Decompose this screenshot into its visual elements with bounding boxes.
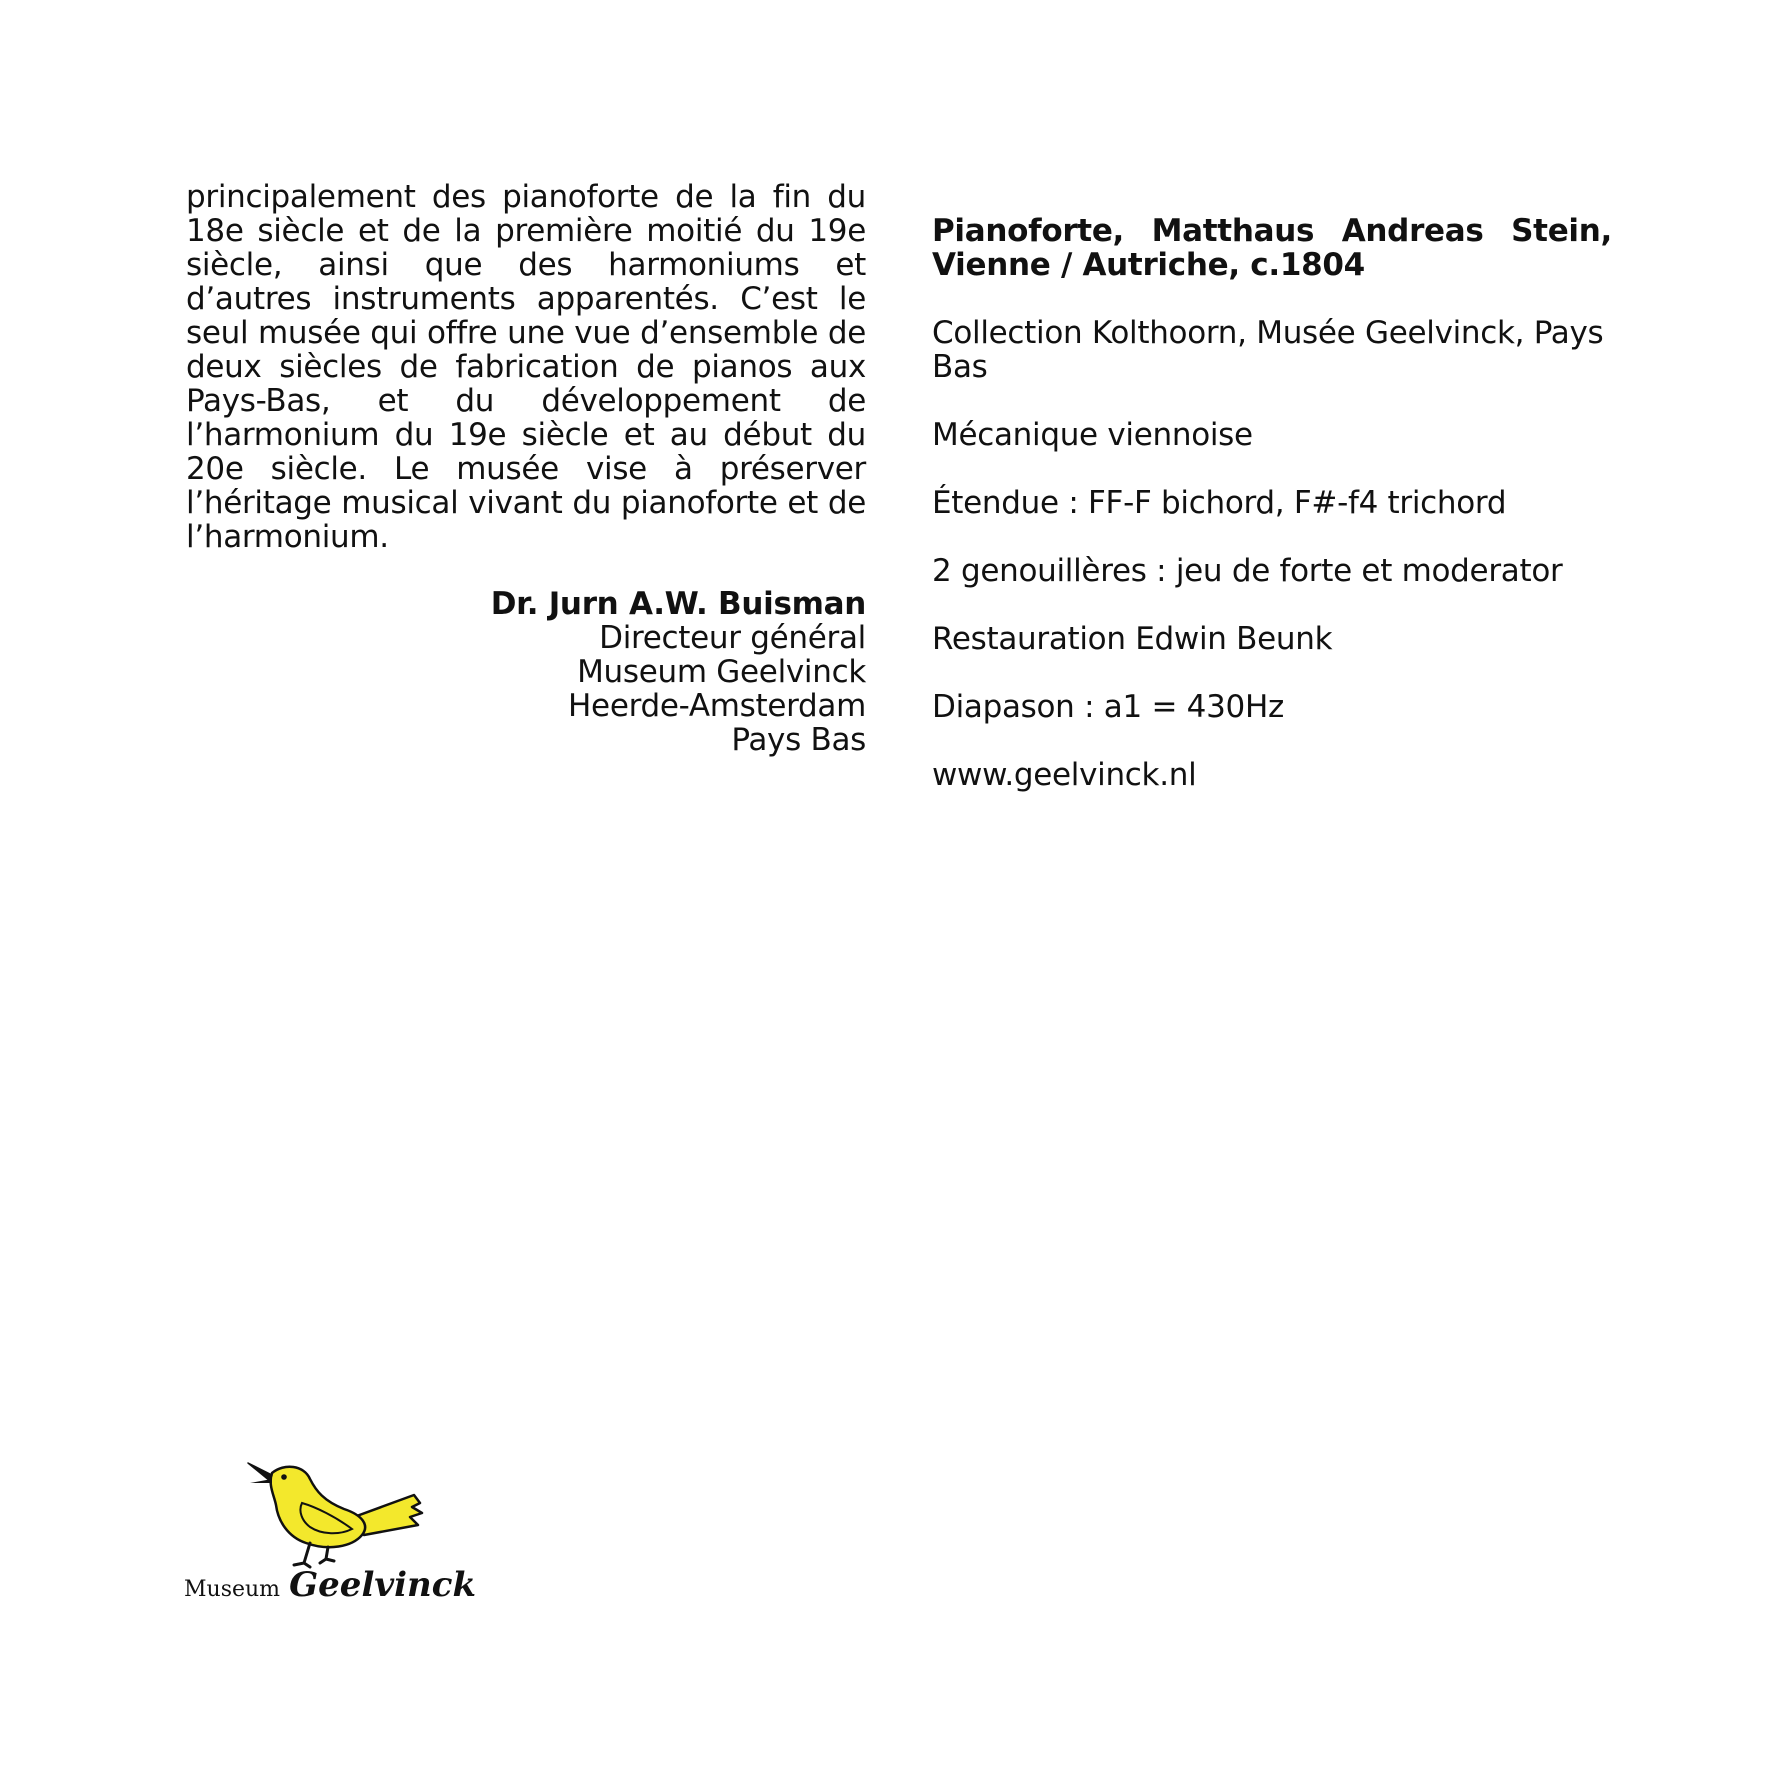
signature-role: Directeur général bbox=[599, 620, 866, 656]
intro-paragraph: principalement des pianoforte de la fin du 18e siècle et de la première moitié du 19e siècle, ainsi que des harmoniums et d’autres instruments apparentés. C’est le seul musée qui offre une vue d’ensemble de deux siècles de fabrication de pianos aux Pays-Bas, et du développement de l’harmonium du 19e siècle et au début du 20e siècle. Le musée vise à préserver l’héritage musical vivant du pianoforte et de l’harmonium. bbox=[186, 179, 866, 555]
instrument-knee-levers: 2 genouillères : jeu de forte et moderator bbox=[932, 553, 1563, 589]
signature-city: Heerde-Amsterdam bbox=[568, 688, 866, 724]
signature-country: Pays Bas bbox=[731, 722, 866, 758]
bird-icon bbox=[244, 1455, 424, 1570]
logo-wordmark bbox=[184, 1565, 476, 1605]
instrument-restoration: Restauration Edwin Beunk bbox=[932, 621, 1333, 657]
signature-block bbox=[186, 587, 866, 757]
signature-name: Dr. Jurn A.W. Buisman bbox=[490, 586, 866, 622]
left-column bbox=[186, 180, 866, 757]
instrument-title: Pianoforte, Matthaus Andreas Stein, Vienne / Autriche, c.1804 bbox=[932, 213, 1612, 283]
instrument-mechanism: Mécanique viennoise bbox=[932, 417, 1253, 453]
website-link[interactable]: www.geelvinck.nl bbox=[932, 757, 1197, 793]
instrument-pitch: Diapason : a1 = 430Hz bbox=[932, 689, 1284, 725]
instrument-range: Étendue : FF-F bichord, F#-f4 trichord bbox=[932, 485, 1507, 521]
right-column bbox=[932, 214, 1612, 792]
logo-word-museum: Museum bbox=[184, 1577, 281, 1602]
instrument-collection: Collection Kolthoorn, Musée Geelvinck, Pays Bas bbox=[932, 315, 1604, 385]
signature-organization: Museum Geelvinck bbox=[577, 654, 866, 690]
museum-logo bbox=[184, 1455, 477, 1615]
logo-word-geelvinck: Geelvinck bbox=[289, 1565, 477, 1605]
